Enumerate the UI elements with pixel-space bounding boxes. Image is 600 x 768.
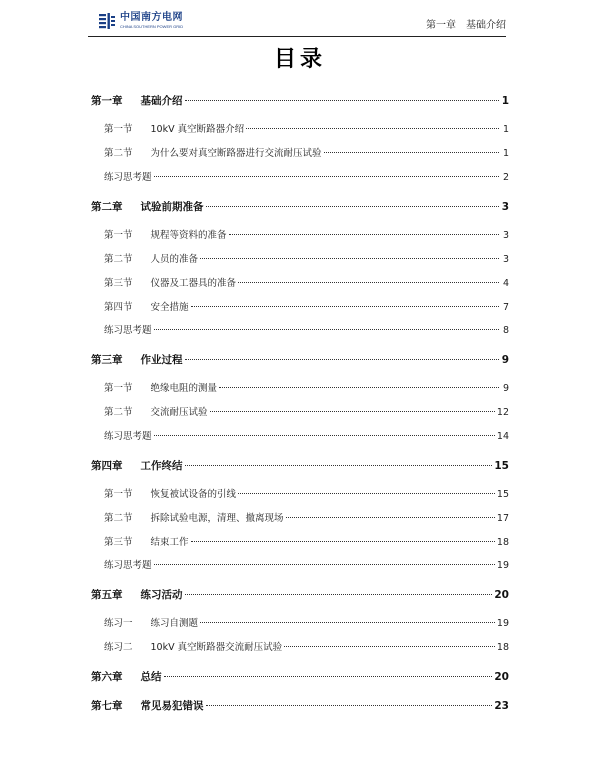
toc-entry-title: 工作终结	[140, 460, 183, 472]
toc-dot-leader	[200, 622, 495, 623]
toc-entry-title: 作业过程	[140, 354, 183, 366]
toc-entry-title: 练习思考题	[104, 431, 152, 442]
toc-entry-chapter[interactable]	[91, 587, 509, 603]
toc-page-number: 1	[502, 124, 509, 135]
page-title: 目录	[273, 47, 326, 72]
toc-entry-section[interactable]	[104, 405, 509, 421]
toc-dot-leader	[246, 128, 499, 129]
toc-page-number: 3	[501, 201, 509, 213]
toc-entry-label: 练习二	[104, 642, 133, 653]
toc-dot-leader	[324, 152, 499, 153]
toc-entry-title: 练习思考题	[104, 172, 152, 183]
toc-entry-title: 总结	[140, 671, 162, 683]
toc-dot-leader	[185, 594, 493, 595]
toc-entry-title: 10kV 真空断路器介绍	[150, 124, 245, 135]
toc-dot-leader	[286, 517, 495, 518]
toc-entry-label: 练习一	[104, 618, 133, 629]
toc-entry-label: 第一节	[104, 230, 133, 241]
toc-entry-exercise[interactable]	[104, 170, 509, 186]
toc-page-number: 20	[494, 589, 509, 601]
toc-entry-label: 第一节	[104, 489, 133, 500]
toc-entry-exercise[interactable]	[104, 323, 509, 339]
toc-entry-label: 第二节	[104, 254, 133, 265]
toc-dot-leader	[191, 306, 499, 307]
toc-page-number: 3	[502, 230, 509, 241]
toc-dot-leader	[154, 564, 495, 565]
toc-dot-leader	[238, 493, 495, 494]
toc-entry-label: 第四章	[91, 460, 123, 472]
toc-page-number: 20	[494, 671, 509, 683]
toc-entry-label: 第一节	[104, 124, 133, 135]
toc-entry-section[interactable]	[104, 122, 509, 138]
running-header	[426, 16, 506, 31]
toc-page-number: 3	[502, 254, 509, 265]
toc-entry-chapter[interactable]	[91, 458, 509, 474]
toc-entry-title: 常见易犯错误	[140, 700, 204, 712]
toc-entry-section[interactable]	[104, 228, 509, 244]
toc-entry-label: 第一章	[91, 95, 123, 107]
toc-entry-section[interactable]	[104, 146, 509, 162]
toc-dot-leader	[238, 282, 499, 283]
toc-entry-title: 结束工作	[150, 537, 189, 548]
toc-entry-chapter[interactable]	[91, 199, 509, 215]
toc-dot-leader	[206, 206, 500, 207]
toc-entry-label: 第二章	[91, 201, 123, 213]
toc-dot-leader	[185, 465, 493, 466]
toc-page-number: 18	[496, 642, 509, 653]
toc-entry-section[interactable]	[104, 487, 509, 503]
toc-page-number: 14	[496, 431, 509, 442]
toc-entry-section[interactable]	[104, 276, 509, 292]
toc-entry-title: 练习自测题	[150, 618, 199, 629]
toc-page-number: 1	[501, 95, 509, 107]
toc-dot-leader	[284, 646, 495, 647]
toc-dot-leader	[164, 676, 493, 677]
toc-entry-title: 基础介绍	[140, 95, 183, 107]
toc-page-number: 23	[494, 700, 509, 712]
toc-page-number: 18	[496, 537, 509, 548]
toc-entry-title: 为什么要对真空断路器进行交流耐压试验	[150, 148, 322, 159]
toc-page-number: 9	[501, 354, 509, 366]
toc-dot-leader	[206, 705, 493, 706]
toc-page-number: 2	[502, 172, 509, 183]
toc-entry-label: 第三章	[91, 354, 123, 366]
toc-dot-leader	[200, 258, 499, 259]
toc-entry-title: 练习思考题	[104, 325, 152, 336]
running-header-title: 基础介绍	[466, 20, 506, 31]
toc-entry-label: 第一节	[104, 383, 133, 394]
toc-page-number: 15	[496, 489, 509, 500]
page-header	[88, 6, 506, 37]
toc-entry-exercise[interactable]	[104, 558, 509, 574]
toc-entry-title: 练习思考题	[104, 560, 152, 571]
toc-page-number: 19	[496, 618, 509, 629]
toc-dot-leader	[154, 176, 499, 177]
toc-page-number: 4	[502, 278, 509, 289]
toc-entry-title: 交流耐压试验	[150, 407, 208, 418]
toc-entry-label: 第三节	[104, 537, 133, 548]
toc-entry-section[interactable]	[104, 640, 509, 656]
toc-page-number: 1	[502, 148, 509, 159]
toc-page-number: 12	[496, 407, 509, 418]
toc-entry-title: 仪器及工器具的准备	[150, 278, 237, 289]
toc-entry-label: 第六章	[91, 671, 123, 683]
toc-dot-leader	[154, 435, 495, 436]
toc-dot-leader	[191, 541, 495, 542]
toc-page-number: 8	[502, 325, 509, 336]
toc-dot-leader	[210, 411, 495, 412]
toc-entry-label: 第三节	[104, 278, 133, 289]
toc-entry-title: 规程等资料的准备	[150, 230, 227, 241]
logo-chinese-name: 中国南方电网	[120, 12, 183, 23]
toc-page-number: 15	[494, 460, 509, 472]
toc-dot-leader	[154, 329, 499, 330]
toc-entry-title: 10kV 真空断路器交流耐压试验	[150, 642, 283, 653]
running-header-chapter: 第一章	[426, 20, 456, 31]
toc-entry-chapter[interactable]	[91, 669, 509, 685]
toc-entry-label: 第二节	[104, 513, 133, 524]
toc-entry-section[interactable]	[104, 511, 509, 527]
toc-entry-label: 第四节	[104, 302, 133, 313]
toc-entry-label: 第七章	[91, 700, 123, 712]
toc-entry-section[interactable]	[104, 616, 509, 632]
toc-entry-title: 恢复被试设备的引线	[150, 489, 237, 500]
toc-entry-section[interactable]	[104, 300, 509, 316]
toc-entry-chapter[interactable]	[91, 93, 509, 109]
toc-entry-label: 第二节	[104, 407, 133, 418]
toc-entry-exercise[interactable]	[104, 429, 509, 445]
toc-dot-leader	[185, 100, 500, 101]
toc-entry-label: 第二节	[104, 148, 133, 159]
toc-page-number: 9	[502, 383, 509, 394]
toc-entry-title: 试验前期准备	[140, 201, 204, 213]
toc-entry-title: 绝缘电阻的测量	[150, 383, 218, 394]
toc-page-number: 19	[496, 560, 509, 571]
toc-entry-title: 练习活动	[140, 589, 183, 601]
toc-entry-chapter[interactable]	[91, 352, 509, 368]
toc-dot-leader	[229, 234, 499, 235]
toc-entry-title: 拆除试验电源，清理、撤离现场	[150, 513, 284, 524]
power-grid-logo-icon	[98, 12, 116, 30]
logo-english-name: CHINA SOUTHERN POWER GRID	[120, 24, 184, 29]
toc-entry-section[interactable]	[104, 381, 509, 397]
toc-entry-section[interactable]	[104, 535, 509, 551]
toc-page-number: 7	[502, 302, 509, 313]
toc-entry-chapter[interactable]	[91, 698, 509, 714]
toc-entry-label: 第五章	[91, 589, 123, 601]
toc-entry-section[interactable]	[104, 252, 509, 268]
toc-entry-title: 安全措施	[150, 302, 189, 313]
toc-entry-title: 人员的准备	[150, 254, 199, 265]
company-logo	[98, 10, 183, 32]
toc-page-number: 17	[496, 513, 509, 524]
toc-dot-leader	[185, 359, 500, 360]
toc-dot-leader	[219, 387, 499, 388]
